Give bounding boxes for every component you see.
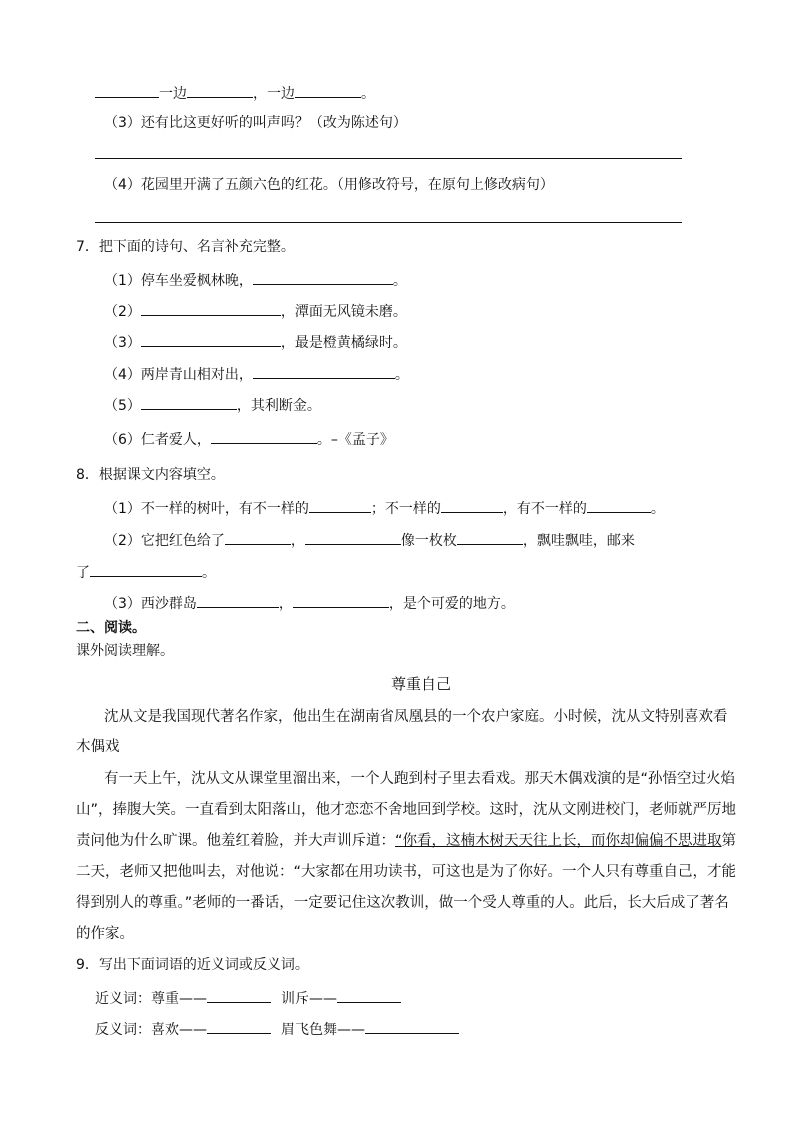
- q8-item-2-cont: [76, 562, 216, 582]
- blank[interactable]: [90, 562, 202, 577]
- q8-i2-b: ，: [290, 533, 305, 549]
- blank[interactable]: [441, 498, 503, 513]
- q7-item-2-pre: （2）: [104, 304, 141, 320]
- q6-text-2: ，一边: [253, 86, 295, 102]
- q8-i2-c: 像一枚枚: [400, 533, 457, 549]
- passage-line-5-underlined: “你看，这楠木树天天往上长，而你却偏偏不思进取: [395, 833, 722, 849]
- passage-line-1: 沈从文是我国现代著名作家，他出生在湖南省凤凰县的一个农户家庭。小时候，沈从文特别喜欢看: [104, 709, 728, 725]
- q9-row-1: [95, 988, 401, 1008]
- answer-line[interactable]: [95, 158, 682, 159]
- q7-item-4-pre: （4）两岸青山相对出，: [104, 367, 253, 383]
- q8-i3-a: （3）西沙群岛: [104, 596, 197, 612]
- passage-line-6: 二天，老师又把他叫去，对他说：“大家都在用功读书，可这也是为了你好。一个人只有尊重自己，才能: [76, 864, 737, 880]
- q8-i1-a: （1）不一样的树叶，有不一样的: [104, 501, 309, 517]
- q8-i2b-b: 。: [202, 565, 216, 581]
- q7-item-1: [104, 270, 407, 290]
- passage-line-4: 山”，捧腹大笑。一直看到太阳落山，他才恋恋不舍地回到学校。这时，沈从文刚进校门，老师就严厉地: [76, 802, 737, 818]
- q7-item-2: [104, 301, 407, 321]
- q9-heading: 9．写出下面词语的近义词或反义词。: [76, 957, 309, 973]
- q8-item-1: [104, 498, 665, 518]
- blank[interactable]: [141, 301, 281, 316]
- q9-row1-word2: 训斥——: [281, 991, 337, 1007]
- blank[interactable]: [187, 83, 253, 98]
- q8-item-2: [104, 530, 635, 550]
- blank[interactable]: [337, 988, 401, 1003]
- q8-i1-b: ；不一样的: [370, 501, 441, 517]
- blank[interactable]: [365, 1019, 459, 1034]
- q9-row1-label: 近义词：尊重——: [95, 991, 207, 1007]
- q7-item-4-post: 。: [394, 367, 409, 383]
- blank[interactable]: [225, 530, 291, 545]
- q7-item-6: [104, 429, 394, 449]
- blank[interactable]: [295, 83, 361, 98]
- q9-row2-label: 反义词：喜欢——: [95, 1022, 207, 1038]
- q8-i1-c: ，有不一样的: [502, 501, 587, 517]
- blank[interactable]: [309, 498, 371, 513]
- blank[interactable]: [253, 364, 395, 379]
- passage-line-5: [76, 832, 736, 850]
- q8-i2-d: ，飘哇飘哇，邮来: [522, 533, 635, 549]
- q7-item-5-pre: （5）: [104, 398, 141, 414]
- q9-row-2: [95, 1019, 459, 1039]
- blank[interactable]: [207, 988, 271, 1003]
- q7-heading: 7．把下面的诗句、名言补充完整。: [76, 239, 295, 255]
- blank[interactable]: [207, 1019, 271, 1034]
- passage-line-7: 得到别人的尊重。”老师的一番话，一定要记住这次教训，做一个受人尊重的人。此后，长大后成了著名: [76, 895, 729, 911]
- q7-item-3: [104, 332, 407, 352]
- passage-line-8: 的作家。: [76, 926, 134, 942]
- q7-item-4: [104, 364, 409, 384]
- blank[interactable]: [95, 83, 159, 98]
- q7-item-1-post: 。: [392, 273, 407, 289]
- passage-line-3: 有一天上午，沈从文从课堂里溜出来，一个人跑到村子里去看戏。那天木偶戏演的是“孙悟空过火焰: [104, 771, 736, 787]
- q7-item-1-pre: （1）停车坐爱枫林晚，: [104, 273, 253, 289]
- q6-text-1: 一边: [159, 86, 187, 102]
- q7-item-5-post: ，其利断金。: [236, 398, 321, 414]
- q9-row2-word2: 眉飞色舞——: [281, 1022, 365, 1038]
- blank[interactable]: [197, 593, 279, 608]
- blank[interactable]: [293, 593, 389, 608]
- q8-heading: 8．根据课文内容填空。: [76, 467, 225, 483]
- q7-item-5: [104, 395, 321, 415]
- blank[interactable]: [141, 395, 237, 410]
- passage-line-5-plain: 责问他为什么旷课。他羞红着脸，并大声训斥道：: [76, 833, 395, 849]
- passage-line-5-tail: 第: [721, 833, 737, 849]
- section-heading: 二、阅读。: [76, 620, 146, 636]
- q7-item-6-post: 。–《孟子》: [316, 432, 394, 448]
- passage-title: 尊重自己: [391, 675, 452, 693]
- blank[interactable]: [211, 429, 317, 444]
- section-subheading: 课外阅读理解。: [76, 643, 174, 659]
- q8-i3-b: ，: [278, 596, 293, 612]
- blank[interactable]: [457, 530, 523, 545]
- blank[interactable]: [253, 270, 393, 285]
- q8-i3-c: ，是个可爱的地方。: [388, 596, 515, 612]
- q6-item-3: （3）还有比这更好听的叫声吗？（改为陈述句）: [104, 115, 407, 131]
- answer-line[interactable]: [95, 222, 682, 223]
- passage-line-2: 木偶戏: [76, 739, 120, 755]
- blank[interactable]: [587, 498, 651, 513]
- q7-item-3-post: ，最是橙黄橘绿时。: [280, 335, 407, 351]
- q7-item-6-pre: （6）仁者爱人，: [104, 432, 211, 448]
- q8-i1-d: 。: [650, 501, 665, 517]
- blank[interactable]: [141, 332, 281, 347]
- q6-item-4: （4）花园里开满了五颜六色的红花。（用修改符号，在原句上修改病句）: [104, 177, 554, 193]
- q7-item-2-post: ，潭面无风镜未磨。: [280, 304, 407, 320]
- q6-line2: [95, 83, 375, 103]
- blank[interactable]: [305, 530, 401, 545]
- q6-text-3: 。: [361, 86, 375, 102]
- q8-i2b-a: 了: [76, 565, 90, 581]
- q8-i2-a: （2）它把红色给了: [104, 533, 225, 549]
- q7-item-3-pre: （3）: [104, 335, 141, 351]
- q8-item-3: [104, 593, 515, 613]
